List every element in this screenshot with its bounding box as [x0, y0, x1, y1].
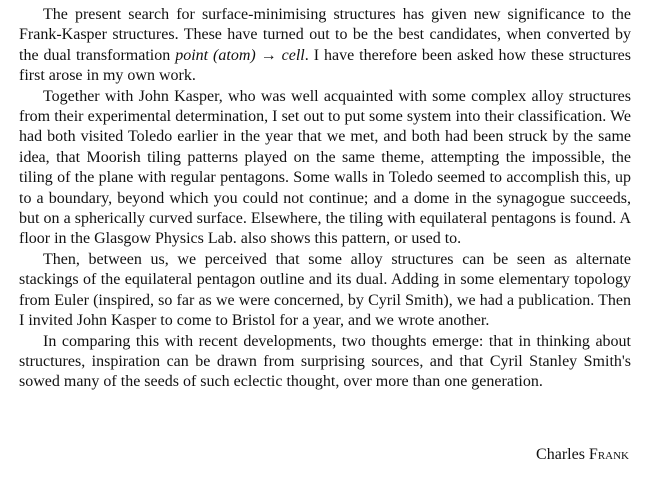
paragraph-4-text: In comparing this with recent developments, two thoughts emerge: that in thinking about structures, inspiration can be drawn from surprising sources, and that Cyril Stanley Smith's sowed many of the seeds of such eclectic thought, over more than one generation.: [19, 332, 631, 391]
paragraph-1-text-b: . I have therefore been asked how these structures first arose in my own work.: [19, 46, 632, 85]
author-last-name: Frank: [588, 446, 629, 463]
paragraph-4: [19, 332, 631, 393]
paragraph-3: [19, 250, 631, 332]
article-body: [19, 5, 631, 393]
author-first-name: Charles: [536, 446, 585, 463]
paragraph-2-text: Together with John Kasper, who was well acquainted with some complex alloy structures from their experimental determination, I set out to put some system into their classification. We had both visited Toledo earlier in the year that we met, and both had been struck by the same idea, that Moorish tiling patterns played on the same theme, attempting the impossible, the tiling of the plane with regular pentagons. Some walls in Toledo seemed to accomplish this, up to a boundary, beyond which you could not continue; and a dome in the synagogue succeeds, but on a spherically curved surface. Elsewhere, the tiling with equilateral pentagons is found. A floor in the Glasgow Physics Lab. also shows this pattern, or used to.: [19, 87, 631, 248]
paragraph-1-arrow: →: [255, 46, 282, 64]
author-signature: [536, 446, 629, 464]
paragraph-2: [19, 87, 631, 250]
paragraph-1-italic-point-atom: point (atom): [175, 46, 256, 64]
paragraph-1: [19, 5, 631, 87]
paragraph-1-text-a: The present search for surface-minimising structures has given new significance to the Frank-Kasper structures. These have turned out to be the best candidates, when converted by the dual transformation: [19, 6, 631, 64]
paragraph-1-italic-cell: cell: [281, 46, 305, 64]
paragraph-3-text: Then, between us, we perceived that some alloy structures can be seen as alternate stackings of the equilateral pentagon outline and its dual. Adding in some elementary topology from Euler (inspired, so far as we were concerned, by Cyril Smith), we had a publication. Then I invited John Kasper to come to Bristol for a year, and we wrote another.: [19, 250, 631, 330]
